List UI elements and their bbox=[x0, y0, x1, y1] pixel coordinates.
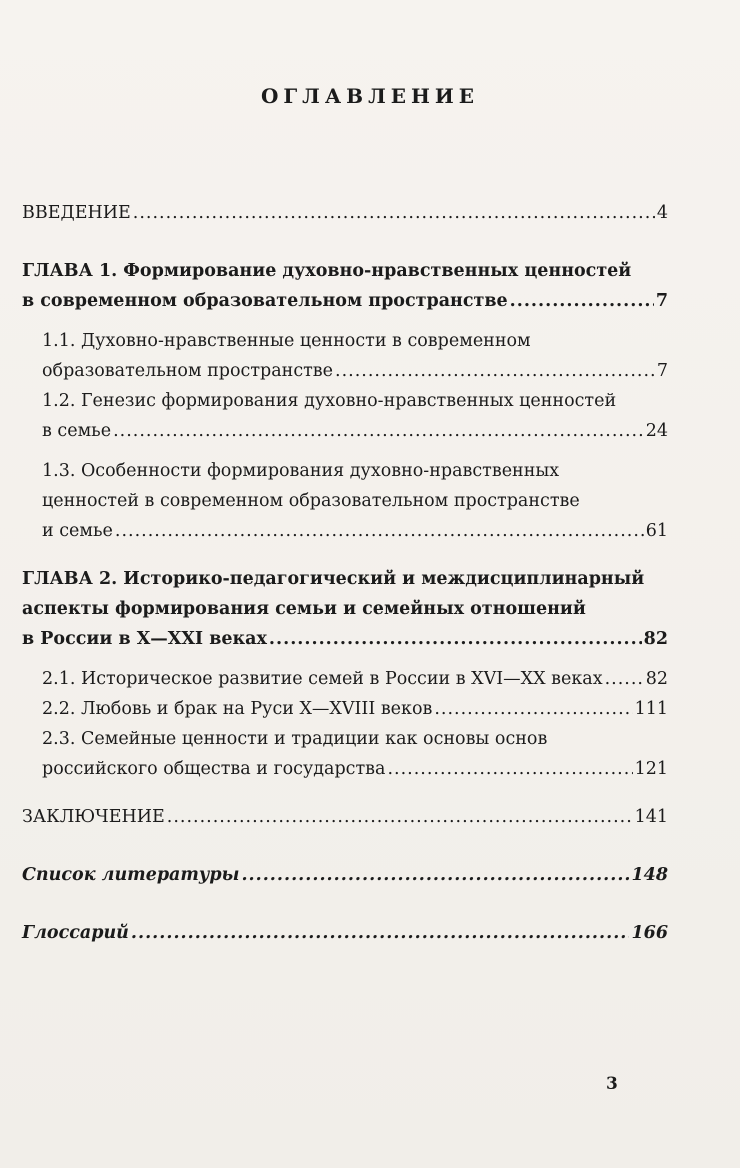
toc-page-number: 7 bbox=[655, 291, 668, 311]
toc-entry-conclusion bbox=[22, 802, 668, 832]
toc-page-number: 82 bbox=[643, 629, 668, 649]
dot-leader bbox=[113, 416, 644, 446]
dot-leader bbox=[387, 754, 632, 784]
toc-entry-label: в семье bbox=[42, 421, 112, 441]
dot-leader bbox=[115, 516, 644, 546]
toc-entry-label: Список литературы bbox=[22, 865, 240, 885]
toc-entry-label: 2.2. Любовь и брак на Руси X—XVIII веков bbox=[42, 699, 433, 719]
toc-section-2-2 bbox=[22, 694, 668, 724]
toc-section-2-1 bbox=[22, 664, 668, 694]
dot-leader bbox=[269, 624, 642, 654]
dot-leader bbox=[510, 286, 654, 316]
dot-leader bbox=[131, 918, 630, 948]
toc-page-number: 4 bbox=[656, 203, 668, 223]
toc-section-line: 1.1. Духовно-нравственные ценности в современном bbox=[42, 331, 531, 351]
toc-entry-label: 2.1. Историческое развитие семей в России в XVI—XX веках bbox=[42, 669, 603, 689]
toc-entry-label: российского общества и государства bbox=[42, 759, 386, 779]
toc-section-line: ценностей в современном образовательном пространстве bbox=[42, 491, 580, 511]
toc-chapter2-line1: ГЛАВА 2. Историко-педагогический и междисциплинарный bbox=[22, 569, 645, 589]
toc-entry-label: в России в X—XXI веках bbox=[22, 629, 267, 649]
toc-entry-glossary bbox=[22, 918, 668, 948]
toc-entry-references bbox=[22, 860, 668, 890]
toc-entry-label: Глоссарий bbox=[22, 923, 129, 943]
toc-section-1-2 bbox=[22, 386, 668, 446]
toc-entry-label: в современном образовательном пространстве bbox=[22, 291, 508, 311]
toc-page-number: 24 bbox=[645, 421, 668, 441]
dot-leader bbox=[133, 198, 655, 228]
toc-entry-label: и семье bbox=[42, 521, 113, 541]
toc-entry-chapter2 bbox=[22, 624, 668, 654]
toc-section-1-3 bbox=[22, 456, 668, 546]
toc-entry-chapter1 bbox=[22, 286, 668, 316]
toc-chapter2-line2: аспекты формирования семьи и семейных отношений bbox=[22, 599, 586, 619]
toc-page-number: 61 bbox=[645, 521, 668, 541]
toc-page-number: 148 bbox=[631, 865, 668, 885]
toc-section-line: 2.3. Семейные ценности и традиции как основы основ bbox=[42, 729, 548, 749]
toc-page-number: 111 bbox=[634, 699, 668, 719]
toc-entry-label: ВВЕДЕНИЕ bbox=[22, 203, 131, 223]
dot-leader bbox=[605, 664, 644, 694]
toc-section-1-1 bbox=[22, 326, 668, 386]
dot-leader bbox=[167, 802, 633, 832]
toc-section-2-3 bbox=[22, 724, 668, 784]
toc-page-number: 121 bbox=[634, 759, 668, 779]
toc-entry-label: ЗАКЛЮЧЕНИЕ bbox=[22, 807, 165, 827]
dot-leader bbox=[335, 356, 655, 386]
toc-entry-label: образовательном пространстве bbox=[42, 361, 334, 381]
dot-leader bbox=[434, 694, 632, 724]
toc-page-number: 166 bbox=[631, 923, 668, 943]
table-of-contents bbox=[22, 198, 668, 948]
dot-leader bbox=[241, 860, 629, 890]
toc-page-number: 7 bbox=[656, 361, 668, 381]
toc-section-line: 1.2. Генезис формирования духовно-нравственных ценностей bbox=[42, 391, 617, 411]
page-number: 3 bbox=[606, 1074, 618, 1094]
toc-page-number: 82 bbox=[645, 669, 668, 689]
toc-chapter1-line1: ГЛАВА 1. Формирование духовно-нравственных ценностей bbox=[22, 261, 632, 281]
page-title: ОГЛАВЛЕНИЕ bbox=[260, 84, 480, 108]
toc-page-number: 141 bbox=[634, 807, 668, 827]
toc-entry-introduction bbox=[22, 198, 668, 228]
toc-section-line: 1.3. Особенности формирования духовно-нравственных bbox=[42, 461, 560, 481]
